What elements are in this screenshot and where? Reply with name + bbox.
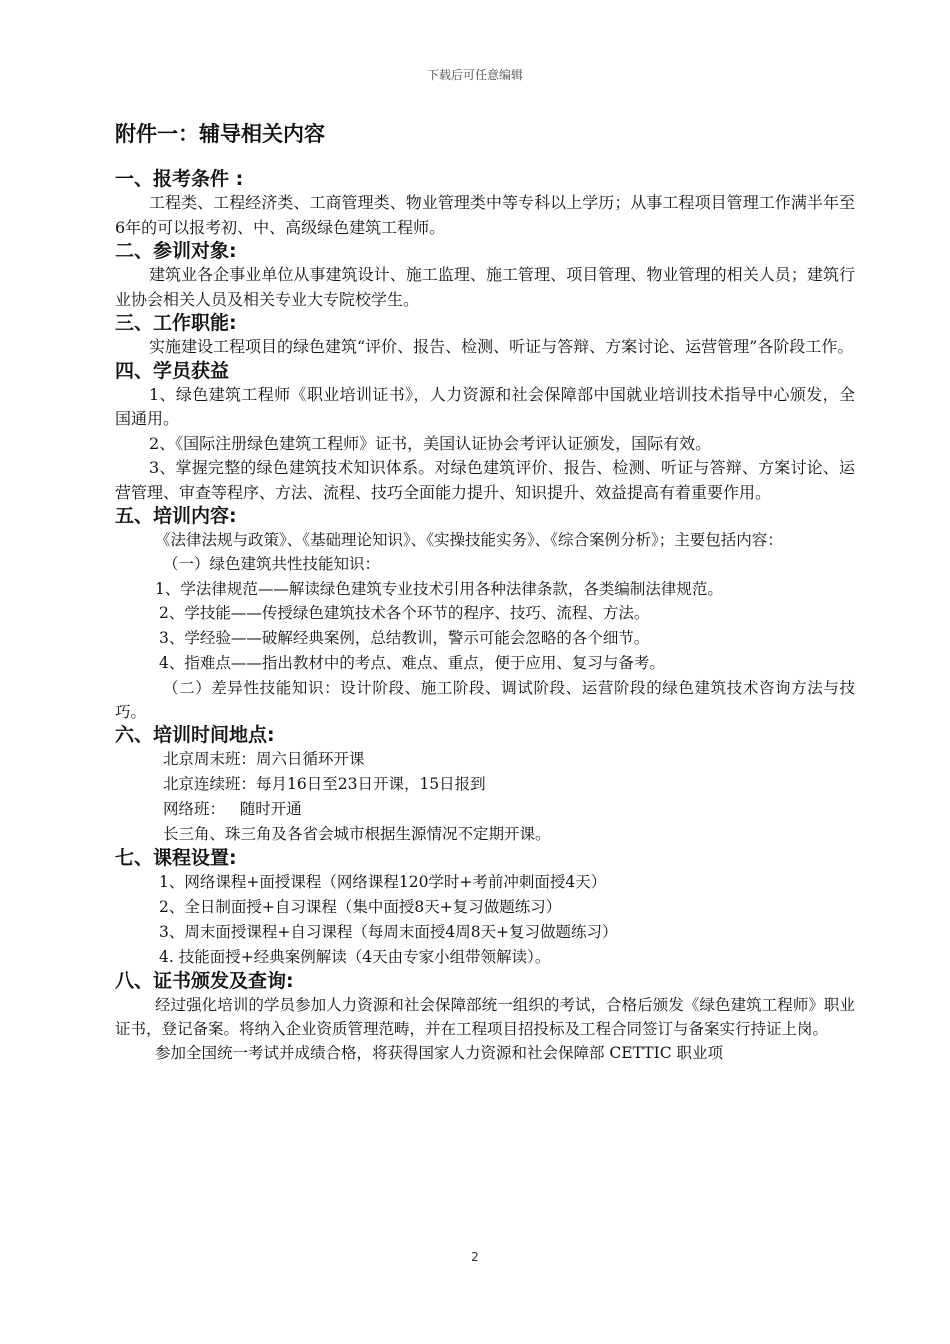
- paragraph: 实施建设工程项目的绿色建筑“评价、报告、检测、听证与答辩、方案讨论、运营管理”各阶段工作。: [149, 337, 854, 356]
- section-heading-eligibility: 一、报考条件 :: [115, 168, 244, 190]
- paragraph: 3、掌握完整的绿色建筑技术知识体系。对绿色建筑评价、报告、检测、听证与答辩、方案讨论、运营管理、审查等程序、方法、流程、技巧全面能力提升、知识提升、效益提高有着重要作用。: [115, 458, 855, 502]
- list-item: 北京连续班：每月16日至23日开课，15日报到: [163, 775, 486, 793]
- list-item: 1、学法律规范——解读绿色建筑专业技术引用各种法律条款，各类编制法律规范。: [155, 580, 723, 598]
- section-heading-certificate: 八、证书颁发及查询:: [115, 970, 294, 992]
- paragraph: 1、绿色建筑工程师《职业培训证书》，人力资源和社会保障部中国就业培训技术指导中心颁发，全国通用。: [115, 384, 855, 428]
- list-item: 3、学经验——破解经典案例，总结教训，警示可能会忽略的各个细节。: [159, 629, 650, 647]
- list-item: 4. 技能面授+经典案例解读（4天由专家小组带领解读）。: [159, 948, 551, 966]
- document-body: [115, 120, 855, 1065]
- page-number: 2: [471, 1250, 479, 1264]
- paragraph: 参加全国统一考试并成绩合格，将获得国家人力资源和社会保障部 CETTIC 职业项: [155, 1044, 723, 1062]
- section-heading-audience: 二、参训对象:: [115, 240, 237, 262]
- subheading: （二）差异性技能知识：设计阶段、施工阶段、调试阶段、运营阶段的绿色建筑技术咨询方法与技巧。: [115, 679, 855, 721]
- subheading: （一）绿色建筑共性技能知识：: [163, 555, 381, 573]
- paragraph: 2、《国际注册绿色建筑工程师》证书，美国认证协会考评认证颁发，国际有效。: [149, 433, 712, 453]
- list-item: 4、指难点——指出教材中的考点、难点、重点，便于应用、复习与备考。: [159, 654, 665, 672]
- list-item: 长三角、珠三角及各省会城市根据生源情况不定期开课。: [163, 825, 551, 843]
- section-heading-courses: 七、课程设置:: [115, 847, 237, 869]
- list-item: 3、周末面授课程+自习课程（每周末面授4周8天+复习做题练习）: [159, 923, 618, 941]
- list-item: 1、网络课程+面授课程（网络课程120学时+考前冲刺面授4天）: [159, 873, 607, 891]
- list-item: 2、全日制面授+自习课程（集中面授8天+复习做题练习）: [159, 898, 562, 916]
- paragraph: 建筑业各企事业单位从事建筑设计、施工监理、施工管理、项目管理、物业管理的相关人员；建筑行业协会相关人员及相关专业大专院校学生。: [115, 265, 855, 309]
- section-heading-schedule: 六、培训时间地点:: [115, 724, 275, 746]
- paragraph: 《法律法规与政策》、《基础理论知识》、《实操技能实务》、《综合案例分析》；主要包括内容：: [155, 531, 783, 549]
- document-title: 附件一：辅导相关内容: [115, 122, 325, 146]
- list-item: 北京周末班：周六日循环开课: [163, 750, 365, 768]
- section-heading-functions: 三、工作职能:: [115, 312, 237, 334]
- page-header: 下载后可任意编辑: [426, 68, 523, 82]
- section-heading-content: 五、培训内容:: [115, 505, 237, 527]
- list-item: 网络班： 随时开通: [163, 800, 302, 818]
- paragraph: 经过强化培训的学员参加人力资源和社会保障部统一组织的考试，合格后颁发《绿色建筑工程师》职业证书，登记备案。将纳入企业资质管理范畴，并在工程项目招投标及工程合同签订与备案实行持证上岗。: [115, 996, 855, 1038]
- list-item: 2、学技能——传授绿色建筑技术各个环节的程序、技巧、流程、方法。: [159, 604, 650, 622]
- section-heading-benefits: 四、学员获益: [115, 359, 230, 382]
- paragraph: 工程类、工程经济类、工商管理类、物业管理类中等专科以上学历；从事工程项目管理工作满半年至6年的可以报考初、中、高级绿色建筑工程师。: [115, 193, 855, 237]
